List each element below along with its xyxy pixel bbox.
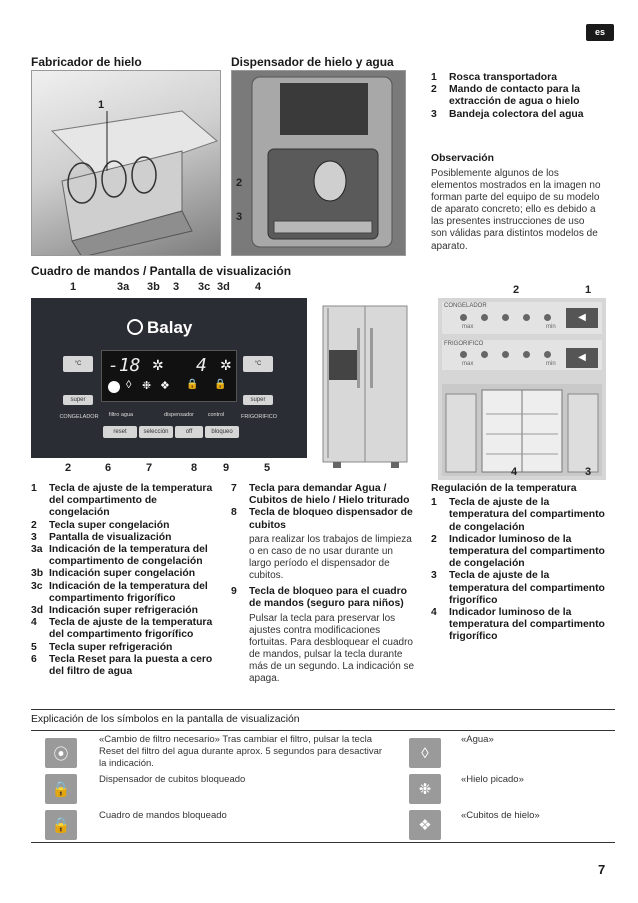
divider (31, 730, 615, 731)
lock-icon: 🔒 (45, 810, 77, 840)
control-label: control (207, 412, 225, 418)
super-label: super (70, 397, 86, 403)
control-list-left (31, 483, 214, 678)
list-item: 1 Tecla de ajuste de la temperatura del compartimento de congelación (31, 483, 213, 519)
ice-maker-image (31, 70, 221, 256)
fridge-adjust-key[interactable] (566, 348, 598, 368)
regulation-list (431, 483, 609, 644)
filter-indicator-icon (108, 381, 120, 393)
fridge-leds (460, 351, 551, 358)
panel-callout-6: 6 (105, 462, 112, 474)
list-item: 8 Tecla de bloqueo dispensador de cubitos para realizar los trabajos de limpieza o en caso de no usar durante un largo período el dispensador de cubitos. (231, 507, 415, 582)
list-item: 4 Tecla de ajuste de la temperatura del compartimento frigorífico (31, 617, 213, 641)
dispenser-label: dispensador (164, 412, 194, 418)
reg-callout-3: 3 (585, 466, 592, 478)
symbol-text: «Cambio de filtro necesario» Tras cambiar el filtro, pulsar la tecla Reset del filtro del agua durante aprox. 5 segundos para desactivar la indicación. (99, 734, 383, 769)
select-key[interactable] (139, 426, 173, 438)
reset-label: reset (113, 429, 127, 435)
water-drop-icon: ◊ (409, 738, 441, 768)
reg-callout-1: 1 (585, 284, 592, 296)
reg-callout-2: 2 (513, 284, 520, 296)
list-item: 3 Tecla de ajuste de la temperatura del compartimento frigorífico (431, 570, 605, 606)
lock-label: bloqueo (211, 429, 233, 435)
list-item: 7 Tecla para demandar Agua / Cubitos de hielo / Hielo triturado (231, 483, 410, 507)
panel-callout-3a: 3a (117, 281, 130, 293)
list-item: 6 Tecla Reset para la puesta a cero del filtro de agua (31, 653, 213, 678)
list-item: 4 Indicador luminoso de la temperatura del compartimento frigorífico (431, 607, 605, 643)
panel-callout-8: 8 (191, 462, 198, 474)
language-badge: es (586, 24, 614, 41)
super-label: super (250, 397, 266, 403)
crushed-ice-icon: ❉ (409, 774, 441, 804)
dispenser-list (431, 72, 616, 121)
divider (31, 842, 615, 843)
frigorifico-label: FRIGORIFICO (240, 414, 278, 420)
celsius-label: °C (254, 361, 262, 367)
note-title: Observación (431, 153, 494, 164)
filter-label: filtro agua (108, 412, 134, 418)
control-list-mid (231, 483, 415, 685)
symbols-title: Explicación de los símbolos en la pantalla de visualización (31, 714, 300, 725)
divider (31, 709, 615, 710)
panel-callout-3b: 3b (147, 281, 160, 293)
freezer-adjust-key[interactable] (566, 308, 598, 328)
list-item: 2 Mando de contacto para la extracción de agua o hielo (431, 84, 581, 108)
panel-callout-1: 1 (70, 281, 77, 293)
filter-icon: ⦿ (45, 738, 77, 768)
reset-key[interactable] (103, 426, 137, 438)
reg-callout-4: 4 (511, 466, 518, 478)
list-item-detail: para realizar los trabajos de limpieza o en caso de no usar durante un largo período el dispensador de cubitos. (249, 533, 412, 582)
ice-maker-title: Fabricador de hielo (31, 55, 142, 69)
list-item: 3d Indicación super refrigeración (31, 605, 198, 617)
panel-callout-3: 3 (173, 281, 180, 293)
ice-cubes-indicator-icon: ❖ (160, 380, 170, 392)
ice-lock-indicator-icon: 🔒 (186, 379, 199, 390)
list-item: 9 Tecla de bloqueo para el cuadro de mandos (seguro para niños) Pulsar la tecla para preservar los ajustes contra modificaciones fortuitas. Para desbloquear el cuadro de mandos, pulsar la tecla durante más de un segundo. La indicación se apaga. (231, 586, 415, 685)
page-number: 7 (598, 862, 606, 877)
open-fridge-drawing (442, 384, 602, 476)
list-item: 2 Indicador luminoso de la temperatura del compartimento de congelación (431, 533, 605, 570)
list-item: 2 Tecla super congelación (31, 519, 170, 531)
super-cool-key[interactable] (243, 395, 273, 405)
fridge-temp-display: 4 (196, 355, 207, 376)
dispenser-image (231, 70, 406, 256)
list-item: 3 Pantalla de visualización (31, 531, 172, 543)
min-label: min (546, 361, 556, 367)
panel-callout-9: 9 (223, 462, 230, 474)
display (101, 350, 237, 402)
select-label: selección (143, 429, 169, 435)
ice-lock-icon: 🔒 (45, 774, 77, 804)
regulation-title: Regulación de la temperatura (431, 483, 577, 494)
panel-callout-7: 7 (146, 462, 153, 474)
freezer-temp-display: -18 (108, 355, 141, 376)
chevron-left-icon: ◀ (578, 312, 586, 323)
list-item: 3b Indicación super congelación (31, 568, 196, 580)
list-item: 5 Tecla super refrigeración (31, 641, 173, 653)
crushed-ice-indicator-icon: ❉ (142, 380, 152, 392)
control-title: Cuadro de mandos / Pantalla de visualización (31, 264, 292, 278)
symbol-text: Dispensador de cubitos bloqueado (99, 774, 246, 785)
control-panel (31, 298, 307, 458)
off-label: off (185, 429, 193, 435)
ice-maker-drawing (32, 71, 221, 256)
regulation-panel (438, 298, 606, 480)
list-item: 3 Bandeja colectora del agua (431, 108, 584, 120)
note-text: Posiblemente algunos de los elementos mostrados en la imagen no forman parte del equipo de su modelo de aparato concreto; ello es debido a las presentes instrucciones de uso son válidas para distintos modelos de aparato. (431, 168, 601, 252)
panel-callout-2: 2 (65, 462, 72, 474)
max-label: max (462, 361, 474, 367)
symbol-row (45, 738, 77, 768)
list-item: 3c Indicación de la temperatura del compartimento frigorífico (31, 580, 208, 604)
brand-logo: Balay (127, 318, 192, 338)
symbol-row (409, 738, 441, 768)
list-item: 1 Tecla de ajuste de la temperatura del compartimento de congelación (431, 497, 605, 533)
dispenser-drawing (232, 71, 406, 256)
list-item: 3a Indicación de la temperatura del compartimento de congelación (31, 544, 208, 568)
ice-cubes-icon: ❖ (409, 810, 441, 840)
symbol-text: «Agua» (461, 734, 494, 745)
congelador-label: CONGELADOR (59, 414, 99, 420)
dispenser-title: Dispensador de hielo y agua (231, 55, 394, 69)
max-label: max (462, 324, 474, 330)
symbol-row (45, 774, 77, 804)
dispenser-callout-2: 2 (236, 177, 243, 189)
water-indicator-icon: ◊ (126, 379, 132, 391)
note-block (431, 153, 601, 253)
symbol-text: «Hielo picado» (461, 774, 524, 785)
dispenser-callout-3: 3 (236, 211, 243, 223)
freezer-leds (460, 314, 551, 321)
fridge-temp-key[interactable] (243, 356, 273, 372)
super-cool-indicator-icon: ✲ (220, 357, 232, 373)
fridge-image (313, 298, 423, 478)
panel-callout-5: 5 (264, 462, 271, 474)
chevron-left-icon: ◀ (578, 352, 586, 363)
frigorifico-label: FRIGORIFICO (444, 341, 484, 347)
lock-key[interactable] (205, 426, 239, 438)
panel-callout-3d: 3d (217, 281, 230, 293)
symbol-row (409, 774, 441, 804)
panel-callout-4: 4 (255, 281, 262, 293)
congelador-label: CONGELADOR (444, 303, 487, 309)
panel-callout-3c: 3c (198, 281, 211, 293)
symbol-text: «Cubitos de hielo» (461, 810, 540, 821)
symbol-text: Cuadro de mandos bloqueado (99, 810, 227, 821)
celsius-label: °C (74, 361, 82, 367)
super-freeze-indicator-icon: ✲ (152, 357, 164, 373)
symbol-row (409, 810, 441, 840)
super-freeze-key[interactable] (63, 395, 93, 405)
min-label: min (546, 324, 556, 330)
freezer-temp-key[interactable] (63, 356, 93, 372)
list-item-detail: Pulsar la tecla para preservar los ajustes contra modificaciones fortuitas. Para desbloquear el cuadro de mandos, pulsar la tecla durante más de un segundo. La indicación se apaga. (249, 612, 415, 685)
off-key[interactable] (175, 426, 203, 438)
symbol-row (45, 810, 77, 840)
list-item: 1 Rosca transportadora (431, 72, 557, 83)
lock-indicator-icon: 🔒 (214, 379, 227, 390)
fridge-drawing (313, 298, 423, 478)
ice-maker-callout: 1 (98, 99, 105, 111)
